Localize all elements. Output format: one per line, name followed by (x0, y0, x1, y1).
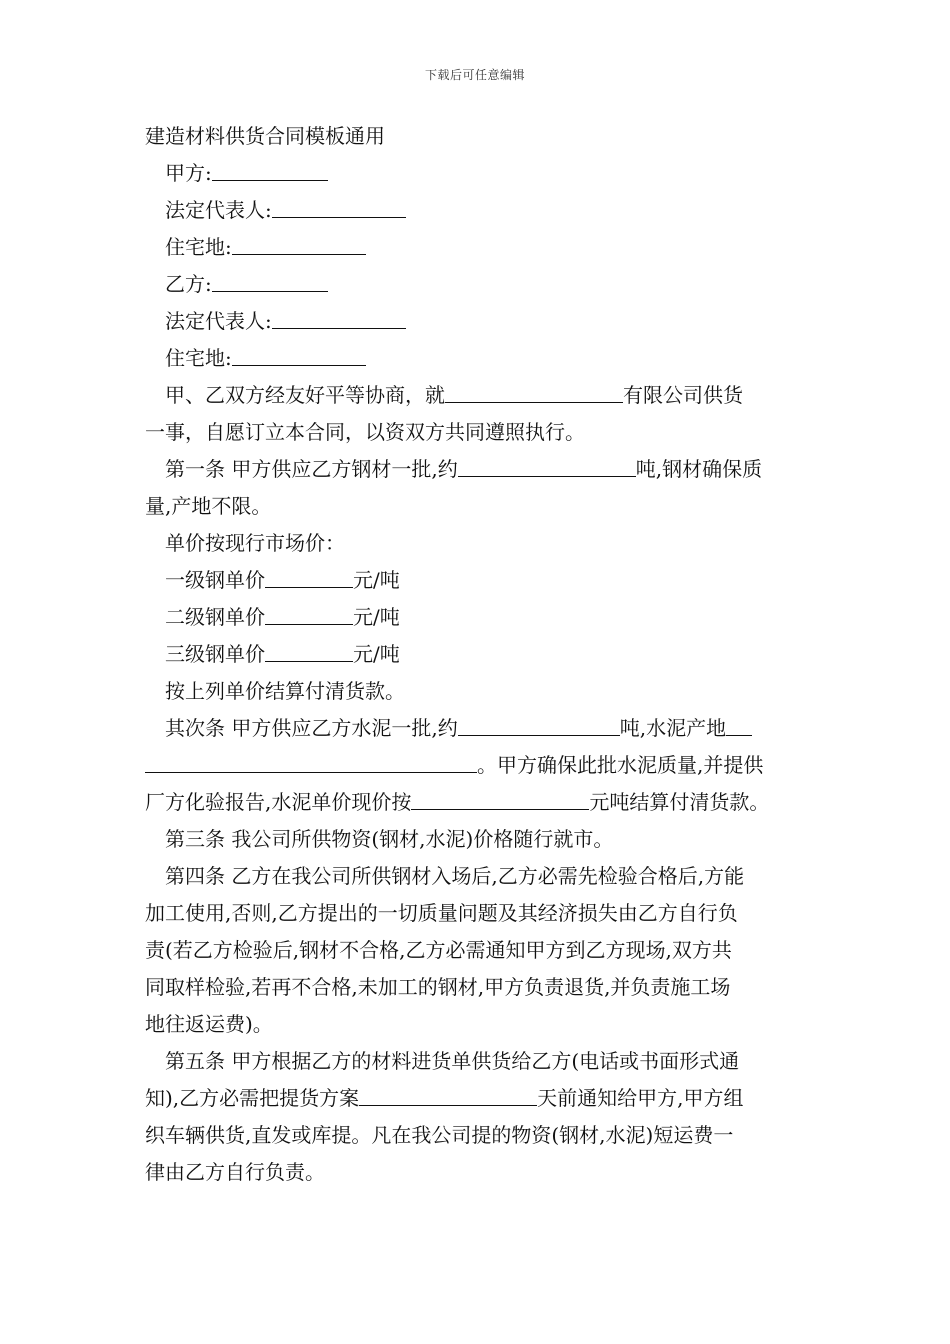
party-b-addr-blank (232, 345, 366, 366)
article-1-text-2: 吨,钢材确保质 (635, 457, 763, 481)
price-intro: 单价按现行市场价： (165, 531, 345, 555)
price-1-blank (265, 567, 353, 588)
party-b-line (145, 266, 809, 303)
price-3-unit: 元/吨 (353, 642, 400, 666)
article-1-text-1: 第一条 甲方供应乙方钢材一批,约 (165, 457, 458, 481)
party-a-addr-line (145, 229, 809, 266)
article-5-line-2 (145, 1080, 809, 1117)
price-3-blank (265, 641, 353, 662)
article-5-text-2: 天前通知给甲方,甲方组 (537, 1086, 744, 1110)
party-a-line (145, 155, 809, 192)
notice-days-blank (359, 1085, 537, 1106)
article-4-line-2: 加工使用,否则,乙方提出的一切质量问题及其经济损失由乙方自行负 (145, 901, 738, 925)
party-a-rep-line (145, 192, 809, 229)
article-2-text-2: 吨,水泥产地 (619, 716, 727, 740)
party-b-rep-label: 法定代表人: (165, 309, 272, 333)
cement-origin-blank-b (145, 752, 477, 773)
article-4-line-4: 同取样检验,若再不合格,未加工的钢材,甲方负责退货,并负责施工场 (145, 975, 731, 999)
document-body (145, 118, 809, 1191)
article-1-line-2: 量,产地不限。 (145, 494, 272, 518)
price-line-1 (145, 562, 809, 599)
party-a-addr-blank (232, 234, 366, 255)
party-b-addr-label: 住宅地: (165, 346, 232, 370)
article-2-line-3 (145, 784, 809, 821)
price-2-blank (265, 604, 353, 625)
intro-line-2: 一事，自愿订立本合同，以资双方共同遵照执行。 (145, 420, 585, 444)
article-1-line-1 (145, 451, 809, 488)
party-a-label: 甲方: (165, 161, 212, 185)
article-2-text-4: 厂方化验报告,水泥单价现价按 (145, 790, 412, 814)
intro-text-2: 有限公司供货 (623, 383, 743, 407)
price-1-label: 一级钢单价 (165, 568, 265, 592)
price-3-label: 三级钢单价 (165, 642, 265, 666)
article-2-text-5: 元吨结算付清货款。 (589, 790, 770, 814)
article-5-line-1: 第五条 甲方根据乙方的材料进货单供货给乙方(电话或书面形式通 (165, 1049, 740, 1073)
price-2-label: 二级钢单价 (165, 605, 265, 629)
cement-tonnage-blank (458, 715, 620, 736)
steel-tonnage-blank (458, 456, 636, 477)
header-note: 下载后可任意编辑 (424, 68, 525, 82)
intro-line-1 (145, 377, 809, 414)
article-4-line-5: 地往返运费)。 (145, 1012, 273, 1036)
price-settle: 按上列单价结算付清货款。 (165, 679, 405, 703)
party-b-blank (212, 271, 328, 292)
cement-price-blank (411, 789, 589, 810)
party-b-rep-line (145, 303, 809, 340)
price-1-unit: 元/吨 (353, 568, 400, 592)
article-2-line-1 (145, 710, 809, 747)
party-a-addr-label: 住宅地: (165, 235, 232, 259)
article-2-text-1: 其次条 甲方供应乙方水泥一批,约 (165, 716, 458, 740)
party-b-addr-line (145, 340, 809, 377)
price-line-2 (145, 599, 809, 636)
cement-origin-blank-a (726, 715, 752, 736)
intro-text-1: 甲、乙双方经友好平等协商，就 (165, 383, 445, 407)
article-5-text-1: 知),乙方必需把提货方案 (145, 1086, 360, 1110)
party-a-blank (212, 160, 328, 181)
article-4-line-3: 责(若乙方检验后,钢材不合格,乙方必需通知甲方到乙方现场,双方共 (145, 938, 732, 962)
article-4-line-1: 第四条 乙方在我公司所供钢材入场后,乙方必需先检验合格后,方能 (165, 864, 745, 888)
price-2-unit: 元/吨 (353, 605, 400, 629)
price-line-3 (145, 636, 809, 673)
article-3: 第三条 我公司所供物资(钢材,水泥)价格随行就市。 (165, 827, 614, 851)
party-b-label: 乙方: (165, 272, 212, 296)
article-2-line-2 (145, 747, 809, 784)
article-2-text-3: 。甲方确保此批水泥质量,并提供 (477, 753, 764, 777)
document-title: 建造材料供货合同模板通用 (145, 124, 385, 148)
party-b-rep-blank (272, 308, 406, 329)
party-a-rep-blank (272, 197, 406, 218)
article-5-line-4: 律由乙方自行负责。 (145, 1160, 325, 1184)
company-blank (445, 382, 623, 403)
article-5-line-3: 织车辆供货,直发或库提。凡在我公司提的物资(钢材,水泥)短运费一 (145, 1123, 734, 1147)
party-a-rep-label: 法定代表人: (165, 198, 272, 222)
